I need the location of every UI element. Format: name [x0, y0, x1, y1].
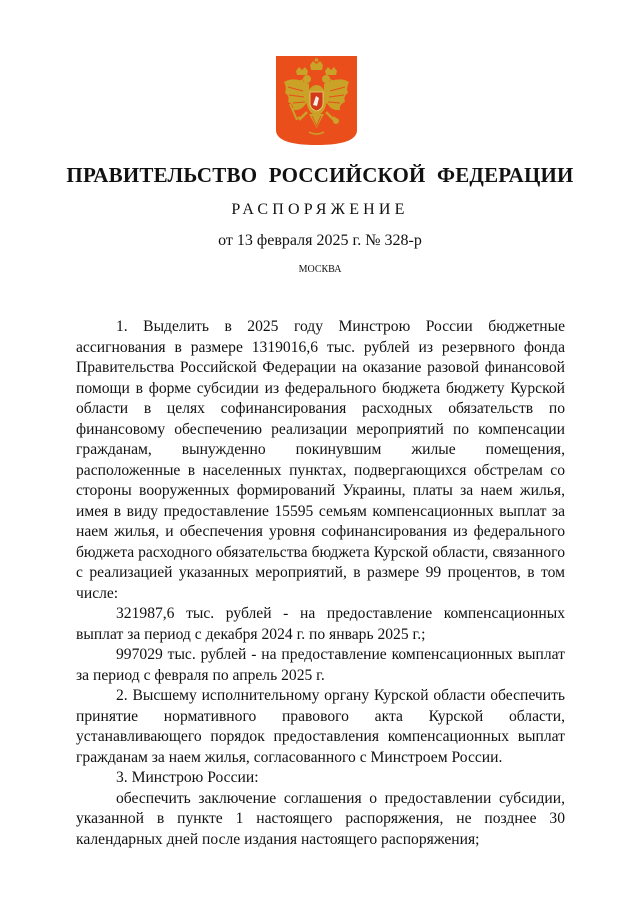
- paragraph-1-sub-b: 997029 тыс. рублей - на предоставление компенсационных выплат за период с февраля по апрель 2025 г.: [76, 646, 565, 684]
- paragraph-2: 2. Высшему исполнительному органу Курской области обеспечить принятие нормативного правового акта Курской области, устанавливающего порядок предоставления компенсационных выплат гражданам за наем жилья, согласованного с Минстроем России.: [76, 687, 565, 766]
- document-type: РАСПОРЯЖЕНИЕ: [231, 201, 409, 218]
- government-title: ПРАВИТЕЛЬСТВО РОССИЙСКОЙ ФЕДЕРАЦИИ: [66, 163, 574, 187]
- paragraph-3: 3. Минстрою России:: [116, 769, 259, 786]
- document-body: [76, 317, 565, 850]
- document-city: МОСКВА: [298, 264, 342, 275]
- document-date-number: от 13 февраля 2025 г. № 328-р: [218, 232, 422, 249]
- paragraph-1-sub-a: 321987,6 тыс. рублей - на предоставление компенсационных выплат за период с декабря 2024 г. по январь 2025 г.;: [76, 605, 565, 643]
- paragraph-1: 1. Выделить в 2025 году Минстрою России бюджетные ассигнования в размере 1319016,6 тыс. рублей из резервного фонда Правительства Российской Федерации на оказание разовой финансовой помощи в форме субсидии из федерального бюджета бюджету Курской области в целях софинансирования расходных обязательств по финансовому обеспечению реализации мероприятий по компенсации гражданам, вынужденно покинувшим жилые помещения, расположенные в населенных пунктах, подвергающихся обстрелам со стороны вооруженных формирований Украины, платы за наем жилья, имея в виду предоставление 15595 семьям компенсационных выплат за наем жилья, и обеспечения уровня софинансирования из федерального бюджета расходного обязательства бюджета Курской области, связанного с реализацией указанных мероприятий, в размере 99 процентов, в том числе:: [76, 318, 565, 602]
- paragraph-3-sub-a: обеспечить заключение соглашения о предоставлении субсидии, указанной в пункте 1 настоящего распоряжения, не позднее 30 календарных дней после издания настоящего распоряжения;: [76, 789, 565, 848]
- russian-coat-of-arms-icon: [276, 56, 357, 145]
